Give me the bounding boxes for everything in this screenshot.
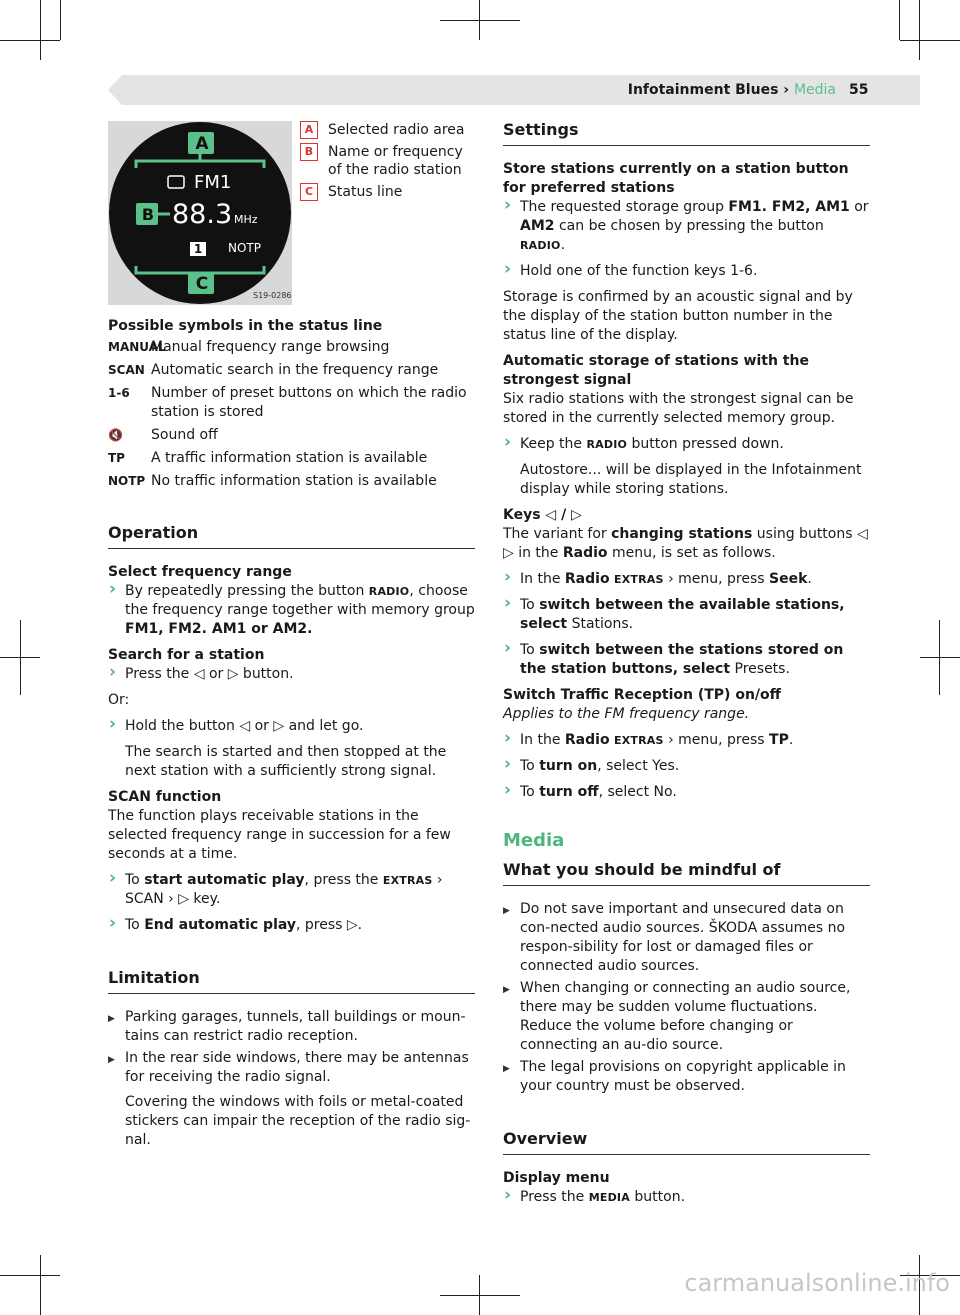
memory-groups: FM1, FM2. AM1 or AM2. — [125, 621, 313, 637]
band-label: FM1 — [194, 172, 232, 193]
step-text: To — [520, 784, 540, 800]
step-emphasis: turn off — [539, 784, 599, 800]
symbol-text: Sound off — [151, 427, 218, 443]
radio-key: RADIO — [368, 585, 410, 598]
step-emphasis: End automatic play — [144, 917, 297, 933]
step-text: › SCAN › ▷ key. — [125, 872, 443, 907]
keys-step — [503, 641, 870, 679]
watermark: carmanualsonline.info — [684, 1269, 950, 1297]
crop-mark — [0, 1275, 60, 1276]
select-title: Select frequency range — [108, 564, 292, 580]
preset-number: 1 — [193, 242, 203, 256]
step-text: , select No. — [598, 784, 677, 800]
step-text: By repeatedly pressing the button — [125, 583, 369, 599]
step-text: › menu, press — [663, 571, 770, 587]
tp-subtitle: Applies to the FM frequency range. — [503, 706, 750, 722]
marker-c: C — [195, 274, 209, 294]
display-title: Display menu — [503, 1170, 610, 1186]
marker-a: A — [195, 134, 209, 154]
tp-title: Switch Traffic Reception (TP) on/off — [503, 687, 781, 703]
step-text: To — [520, 642, 540, 658]
legend-key: A — [300, 121, 318, 139]
crop-mark — [900, 40, 960, 41]
text: The variant for — [503, 526, 612, 542]
step-text: In the — [520, 732, 565, 748]
scan-step — [108, 916, 475, 935]
step-emphasis: switch between the available stations, select — [520, 597, 845, 632]
overview-heading: Overview — [503, 1129, 870, 1155]
step-text: To — [125, 872, 145, 888]
keys-step — [503, 596, 870, 634]
limitation-bullet: ▶ In the rear side windows, there may be antennas for receiving the radio signal. — [108, 1049, 475, 1087]
breadcrumb-separator: › — [783, 82, 790, 98]
legend-item — [300, 183, 470, 201]
symbol-text: Automatic search in the frequency range — [151, 362, 439, 378]
crop-mark — [0, 657, 40, 658]
legend-text: Status line — [328, 184, 403, 200]
mindful-heading: What you should be mindful of — [503, 860, 870, 886]
step-text: , press the — [304, 872, 383, 888]
crop-mark — [440, 20, 520, 21]
step-text: The requested storage group — [520, 199, 729, 215]
step-text: In the — [520, 571, 565, 587]
store-step: › The requested storage group FM1. FM2, AM1 or AM2 can be chosen by pressing the button RADIO. — [503, 198, 870, 255]
step-emphasis: Radio — [564, 571, 610, 587]
step-emphasis: switch between the stations stored on the station buttons, select — [520, 642, 844, 677]
legend-text: Name or frequency of the radio station — [328, 144, 463, 178]
step-text: To — [520, 758, 540, 774]
step-text: Press the — [520, 1189, 589, 1205]
media-key: MEDIA — [588, 1191, 630, 1204]
status-notp: NOTP — [228, 241, 261, 255]
symbol-label: SCAN — [108, 363, 145, 377]
crop-mark — [899, 0, 900, 40]
tp-step — [503, 783, 870, 802]
emphasis: Radio — [562, 545, 608, 561]
keep-note: Autostore... will be displayed in the Infotainment display while storing stations. — [520, 462, 862, 497]
hold-step: › Hold the button ◁ or ▷ and let go. — [108, 717, 475, 736]
figure-code: S19-0286 — [253, 291, 292, 300]
step-text: , press ▷. — [296, 917, 363, 933]
symbol-row — [108, 449, 475, 468]
keys-text — [503, 525, 870, 563]
symbol-text: No traffic information station is available — [151, 473, 437, 489]
limitation-heading: Limitation — [108, 968, 475, 994]
symbol-row — [108, 361, 475, 380]
right-column — [503, 120, 870, 1214]
auto-text: Six radio stations with the strongest signal can be stored in the currently selected memory group. — [503, 391, 854, 426]
operation-heading: Operation — [108, 523, 475, 549]
step-text: Stations. — [567, 616, 634, 632]
symbol-row — [108, 338, 475, 357]
step-text: › menu, press — [663, 732, 770, 748]
step-emphasis: AM2 — [520, 218, 555, 234]
breadcrumb — [628, 82, 836, 98]
breadcrumb-section: Infotainment Blues — [627, 82, 779, 98]
limitation-bullet: ▶ Parking garages, tunnels, tall buildings or moun-tains can restrict radio reception. — [108, 1008, 475, 1046]
crop-mark — [920, 657, 960, 658]
extras-key: EXTRAS — [614, 573, 664, 586]
mindful-bullet: ▶ The legal provisions on copyright applicable in your country must be observed. — [503, 1058, 870, 1096]
store-step: › Hold one of the function keys 1-6. — [503, 262, 870, 281]
mindful-bullet: ▶ Do not save important and unsecured data on con-nected audio sources. ŠKODA assumes no respon-sibility for lost or damaged files or connected audio sources. — [503, 900, 870, 976]
legend-key: B — [300, 143, 318, 161]
scan-title: SCAN function — [108, 789, 222, 805]
step-text: Keep the — [520, 436, 587, 452]
scan-step — [108, 871, 475, 909]
radio-key: RADIO — [520, 239, 561, 252]
symbol-label: NOTP — [108, 474, 146, 488]
symbol-label: TP — [108, 451, 125, 465]
left-column — [108, 317, 475, 1157]
legend-key: C — [300, 183, 318, 201]
hold-note: The search is started and then stopped at the next station with a sufficiently strong signal. — [125, 744, 447, 779]
limitation-note: Covering the windows with foils or metal-coated stickers can impair the reception of the radio sig-nal. — [125, 1094, 471, 1148]
symbol-text: Number of preset buttons on which the radio station is stored — [151, 385, 467, 420]
step-emphasis: turn on — [539, 758, 598, 774]
breadcrumb-current: Media — [793, 82, 836, 98]
symbol-row — [108, 426, 475, 445]
select-step — [108, 582, 475, 639]
mute-icon: 🔇 — [108, 428, 123, 442]
extras-key: EXTRAS — [614, 734, 664, 747]
step-emphasis: FM1. FM2, AM1 — [728, 199, 850, 215]
step-text: , choose the frequency range together with memory group — [125, 583, 475, 618]
crop-mark — [60, 0, 61, 40]
symbol-row — [108, 472, 475, 491]
step-text: button pressed down. — [627, 436, 784, 452]
keys-step: › In the Radio EXTRAS › menu, press Seek. — [503, 570, 870, 589]
display-step — [503, 1188, 870, 1207]
symbol-text: A traffic information station is available — [151, 450, 428, 466]
page-number: 55 — [849, 82, 869, 98]
step-emphasis: Radio — [564, 732, 610, 748]
legend-item — [300, 143, 470, 179]
figure-legend — [300, 121, 470, 205]
scan-text: The function plays receivable stations in the selected frequency range in succession for a few seconds at a time. — [108, 808, 451, 862]
step-emphasis: TP — [769, 732, 789, 748]
legend-item — [300, 121, 470, 139]
radio-display-figure — [108, 121, 292, 305]
or-text: Or: — [108, 692, 130, 708]
text: using buttons ◁ ▷ in the — [503, 526, 868, 561]
crop-mark — [440, 1295, 520, 1296]
store-text: Storage is confirmed by an acoustic signal and by the display of the station button number in the status line of the display. — [503, 289, 853, 343]
mindful-bullet: ▶ When changing or connecting an audio source, there may be sudden volume fluctuations. Reduce the volume before changing or connecting an au-dio source. — [503, 979, 870, 1055]
step-emphasis: Seek — [769, 571, 808, 587]
step-text: can be chosen by pressing the button — [554, 218, 824, 234]
frequency-unit: MHz — [234, 213, 258, 226]
marker-b: B — [141, 205, 155, 224]
tp-step: › In the Radio EXTRAS › menu, press TP. — [503, 731, 870, 750]
keep-step — [503, 435, 870, 454]
radio-key: RADIO — [586, 438, 628, 451]
crop-mark — [0, 40, 60, 41]
step-text: button. — [629, 1189, 686, 1205]
symbol-label: 1-6 — [108, 386, 130, 400]
crop-mark — [40, 1255, 41, 1315]
search-step: › Press the ◁ or ▷ button. — [108, 665, 475, 684]
frequency-value: 88.3 — [172, 199, 233, 230]
media-heading: Media — [503, 830, 565, 851]
keys-title: Keys ◁ / ▷ — [503, 507, 582, 523]
step-text: To — [125, 917, 145, 933]
step-text: Presets. — [730, 661, 790, 677]
search-title: Search for a station — [108, 647, 265, 663]
symbol-row — [108, 384, 475, 422]
text: menu, is set as follows. — [607, 545, 776, 561]
step-text: , select Yes. — [597, 758, 680, 774]
emphasis: changing stations — [611, 526, 753, 542]
symbol-text: Manual frequency range browsing — [151, 339, 390, 355]
step-text: or — [849, 199, 869, 215]
step-text: To — [520, 597, 540, 613]
symbols-title: Possible symbols in the status line — [108, 318, 383, 334]
symbol-label: MANUAL — [108, 340, 166, 354]
settings-heading: Settings — [503, 120, 870, 146]
legend-text: Selected radio area — [328, 122, 465, 138]
step-emphasis: start automatic play — [144, 872, 305, 888]
crop-mark — [40, 0, 41, 60]
tp-step — [503, 757, 870, 776]
crop-mark — [919, 0, 920, 60]
auto-title: Automatic storage of stations with the strongest signal — [503, 353, 809, 388]
store-title: Store stations currently on a station button for preferred stations — [503, 161, 849, 196]
extras-key: EXTRAS — [382, 874, 433, 887]
